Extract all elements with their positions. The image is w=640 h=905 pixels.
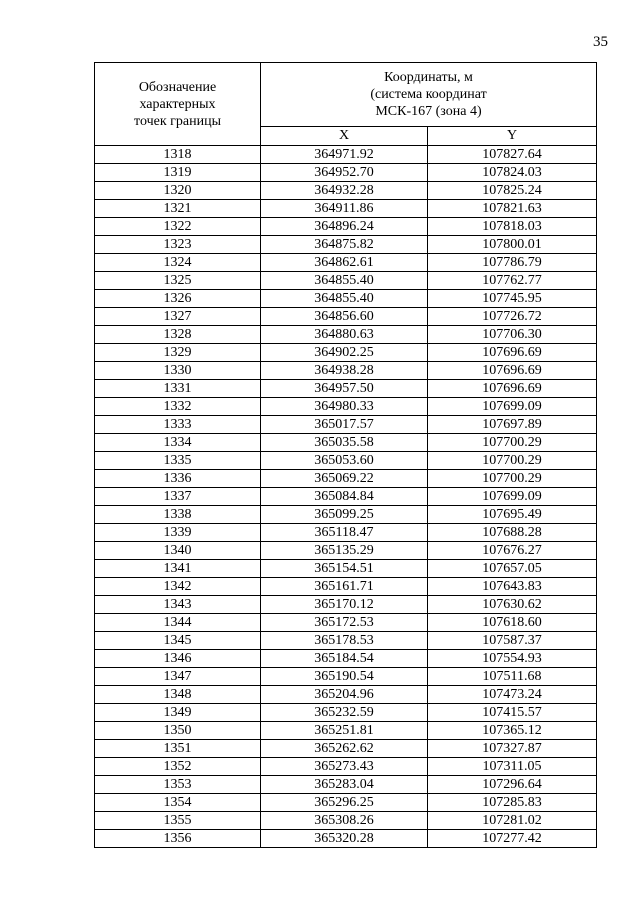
table-row <box>95 308 597 326</box>
x-coordinate-cell: 364980.33 <box>261 398 428 416</box>
y-coordinate-cell: 107277.42 <box>428 830 597 848</box>
y-coordinate-cell: 107699.09 <box>428 488 597 506</box>
point-number-cell: 1331 <box>95 380 261 398</box>
y-coordinate-cell: 107700.29 <box>428 452 597 470</box>
x-coordinate-cell: 365308.26 <box>261 812 428 830</box>
table-row <box>95 344 597 362</box>
table-row <box>95 452 597 470</box>
table-header <box>95 63 597 146</box>
table-row <box>95 758 597 776</box>
x-coordinate-cell: 365251.81 <box>261 722 428 740</box>
y-coordinate-cell: 107365.12 <box>428 722 597 740</box>
table-row <box>95 830 597 848</box>
point-number-cell: 1333 <box>95 416 261 434</box>
table-row <box>95 578 597 596</box>
table-row <box>95 632 597 650</box>
y-coordinate-cell: 107824.03 <box>428 164 597 182</box>
y-coordinate-cell: 107696.69 <box>428 380 597 398</box>
x-coordinate-cell: 365099.25 <box>261 506 428 524</box>
y-coordinate-cell: 107554.93 <box>428 650 597 668</box>
table-row <box>95 704 597 722</box>
table-row <box>95 272 597 290</box>
table-row <box>95 326 597 344</box>
point-number-cell: 1345 <box>95 632 261 650</box>
point-number-cell: 1330 <box>95 362 261 380</box>
x-coordinate-cell: 364875.82 <box>261 236 428 254</box>
point-number-cell: 1336 <box>95 470 261 488</box>
point-number-cell: 1323 <box>95 236 261 254</box>
y-coordinate-cell: 107762.77 <box>428 272 597 290</box>
point-number-cell: 1339 <box>95 524 261 542</box>
table-row <box>95 740 597 758</box>
x-coordinate-cell: 365035.58 <box>261 434 428 452</box>
point-number-cell: 1356 <box>95 830 261 848</box>
y-column-header: Y <box>428 126 597 145</box>
table-row <box>95 146 597 164</box>
x-coordinate-cell: 365232.59 <box>261 704 428 722</box>
y-coordinate-cell: 107827.64 <box>428 146 597 164</box>
y-coordinate-cell: 107676.27 <box>428 542 597 560</box>
y-coordinate-cell: 107818.03 <box>428 218 597 236</box>
point-number-cell: 1320 <box>95 182 261 200</box>
x-coordinate-cell: 365017.57 <box>261 416 428 434</box>
y-coordinate-cell: 107630.62 <box>428 596 597 614</box>
y-coordinate-cell: 107285.83 <box>428 794 597 812</box>
point-number-cell: 1319 <box>95 164 261 182</box>
point-number-cell: 1352 <box>95 758 261 776</box>
y-coordinate-cell: 107311.05 <box>428 758 597 776</box>
y-coordinate-cell: 107281.02 <box>428 812 597 830</box>
point-number-cell: 1327 <box>95 308 261 326</box>
y-coordinate-cell: 107296.64 <box>428 776 597 794</box>
coords-header-line: МСК-167 (зона 4) <box>375 103 482 119</box>
y-coordinate-cell: 107726.72 <box>428 308 597 326</box>
x-coordinate-cell: 364902.25 <box>261 344 428 362</box>
point-number-cell: 1325 <box>95 272 261 290</box>
x-coordinate-cell: 365135.29 <box>261 542 428 560</box>
x-coordinate-cell: 365296.25 <box>261 794 428 812</box>
table-row <box>95 596 597 614</box>
point-number-cell: 1340 <box>95 542 261 560</box>
x-coordinate-cell: 365262.62 <box>261 740 428 758</box>
table-row <box>95 218 597 236</box>
table-row <box>95 470 597 488</box>
point-number-cell: 1322 <box>95 218 261 236</box>
x-coordinate-cell: 364952.70 <box>261 164 428 182</box>
point-number-cell: 1326 <box>95 290 261 308</box>
x-coordinate-cell: 364855.40 <box>261 272 428 290</box>
coordinates-header <box>261 63 597 127</box>
table-row <box>95 380 597 398</box>
point-header-line: Обозначение <box>138 79 217 95</box>
x-coordinate-cell: 365204.96 <box>261 686 428 704</box>
point-number-cell: 1337 <box>95 488 261 506</box>
table-row <box>95 812 597 830</box>
x-coordinate-cell: 365273.43 <box>261 758 428 776</box>
point-number-cell: 1318 <box>95 146 261 164</box>
point-header-line: характерных <box>139 96 216 112</box>
y-coordinate-cell: 107657.05 <box>428 560 597 578</box>
point-number-cell: 1343 <box>95 596 261 614</box>
x-coordinate-cell: 364911.86 <box>261 200 428 218</box>
coords-header-line: (система координат <box>370 86 487 102</box>
x-coordinate-cell: 364856.60 <box>261 308 428 326</box>
y-coordinate-cell: 107800.01 <box>428 236 597 254</box>
table-row <box>95 542 597 560</box>
point-designation-header <box>95 63 261 146</box>
y-coordinate-cell: 107415.57 <box>428 704 597 722</box>
point-header-line: точек границы <box>134 113 221 129</box>
table-row <box>95 236 597 254</box>
y-coordinate-cell: 107695.49 <box>428 506 597 524</box>
x-coordinate-cell: 365184.54 <box>261 650 428 668</box>
x-coordinate-cell: 364971.92 <box>261 146 428 164</box>
y-coordinate-cell: 107327.87 <box>428 740 597 758</box>
point-number-cell: 1355 <box>95 812 261 830</box>
table-row <box>95 200 597 218</box>
table-row <box>95 524 597 542</box>
table-row <box>95 434 597 452</box>
table-body <box>95 146 597 848</box>
x-coordinate-cell: 365190.54 <box>261 668 428 686</box>
x-coordinate-cell: 365283.04 <box>261 776 428 794</box>
x-coordinate-cell: 365154.51 <box>261 560 428 578</box>
point-number-cell: 1328 <box>95 326 261 344</box>
y-coordinate-cell: 107821.63 <box>428 200 597 218</box>
table-row <box>95 722 597 740</box>
point-number-cell: 1346 <box>95 650 261 668</box>
x-column-header: X <box>261 126 428 145</box>
point-number-cell: 1321 <box>95 200 261 218</box>
y-coordinate-cell: 107643.83 <box>428 578 597 596</box>
x-coordinate-cell: 364896.24 <box>261 218 428 236</box>
point-number-cell: 1341 <box>95 560 261 578</box>
y-coordinate-cell: 107697.89 <box>428 416 597 434</box>
point-number-cell: 1350 <box>95 722 261 740</box>
table-row <box>95 254 597 272</box>
y-coordinate-cell: 107696.69 <box>428 344 597 362</box>
table-row <box>95 362 597 380</box>
point-number-cell: 1354 <box>95 794 261 812</box>
y-coordinate-cell: 107786.79 <box>428 254 597 272</box>
table-row <box>95 398 597 416</box>
x-coordinate-cell: 365118.47 <box>261 524 428 542</box>
point-number-cell: 1351 <box>95 740 261 758</box>
y-coordinate-cell: 107618.60 <box>428 614 597 632</box>
coordinates-table <box>94 62 597 848</box>
x-coordinate-cell: 365161.71 <box>261 578 428 596</box>
point-number-cell: 1338 <box>95 506 261 524</box>
y-coordinate-cell: 107700.29 <box>428 434 597 452</box>
table-row <box>95 560 597 578</box>
y-coordinate-cell: 107699.09 <box>428 398 597 416</box>
table-row <box>95 506 597 524</box>
table-row <box>95 776 597 794</box>
point-number-cell: 1332 <box>95 398 261 416</box>
point-number-cell: 1342 <box>95 578 261 596</box>
y-coordinate-cell: 107696.69 <box>428 362 597 380</box>
y-coordinate-cell: 107825.24 <box>428 182 597 200</box>
table-row <box>95 794 597 812</box>
x-coordinate-cell: 364855.40 <box>261 290 428 308</box>
table-row <box>95 668 597 686</box>
point-number-cell: 1349 <box>95 704 261 722</box>
x-coordinate-cell: 365069.22 <box>261 470 428 488</box>
x-coordinate-cell: 365053.60 <box>261 452 428 470</box>
y-coordinate-cell: 107706.30 <box>428 326 597 344</box>
x-coordinate-cell: 364862.61 <box>261 254 428 272</box>
x-coordinate-cell: 365084.84 <box>261 488 428 506</box>
y-coordinate-cell: 107745.95 <box>428 290 597 308</box>
x-coordinate-cell: 364938.28 <box>261 362 428 380</box>
table-row <box>95 416 597 434</box>
table-row <box>95 488 597 506</box>
table-row <box>95 686 597 704</box>
y-coordinate-cell: 107688.28 <box>428 524 597 542</box>
x-coordinate-cell: 365320.28 <box>261 830 428 848</box>
table-row <box>95 182 597 200</box>
x-coordinate-cell: 364932.28 <box>261 182 428 200</box>
y-coordinate-cell: 107473.24 <box>428 686 597 704</box>
table-row <box>95 290 597 308</box>
point-number-cell: 1348 <box>95 686 261 704</box>
y-coordinate-cell: 107700.29 <box>428 470 597 488</box>
point-number-cell: 1347 <box>95 668 261 686</box>
table-row <box>95 614 597 632</box>
coords-header-line: Координаты, м <box>384 69 473 85</box>
x-coordinate-cell: 364880.63 <box>261 326 428 344</box>
point-number-cell: 1353 <box>95 776 261 794</box>
y-coordinate-cell: 107587.37 <box>428 632 597 650</box>
point-number-cell: 1335 <box>95 452 261 470</box>
point-number-cell: 1324 <box>95 254 261 272</box>
x-coordinate-cell: 365178.53 <box>261 632 428 650</box>
point-number-cell: 1334 <box>95 434 261 452</box>
page-number: 35 <box>593 34 608 50</box>
table-row <box>95 164 597 182</box>
point-number-cell: 1329 <box>95 344 261 362</box>
point-number-cell: 1344 <box>95 614 261 632</box>
x-coordinate-cell: 365170.12 <box>261 596 428 614</box>
table-row <box>95 650 597 668</box>
x-coordinate-cell: 364957.50 <box>261 380 428 398</box>
y-coordinate-cell: 107511.68 <box>428 668 597 686</box>
x-coordinate-cell: 365172.53 <box>261 614 428 632</box>
